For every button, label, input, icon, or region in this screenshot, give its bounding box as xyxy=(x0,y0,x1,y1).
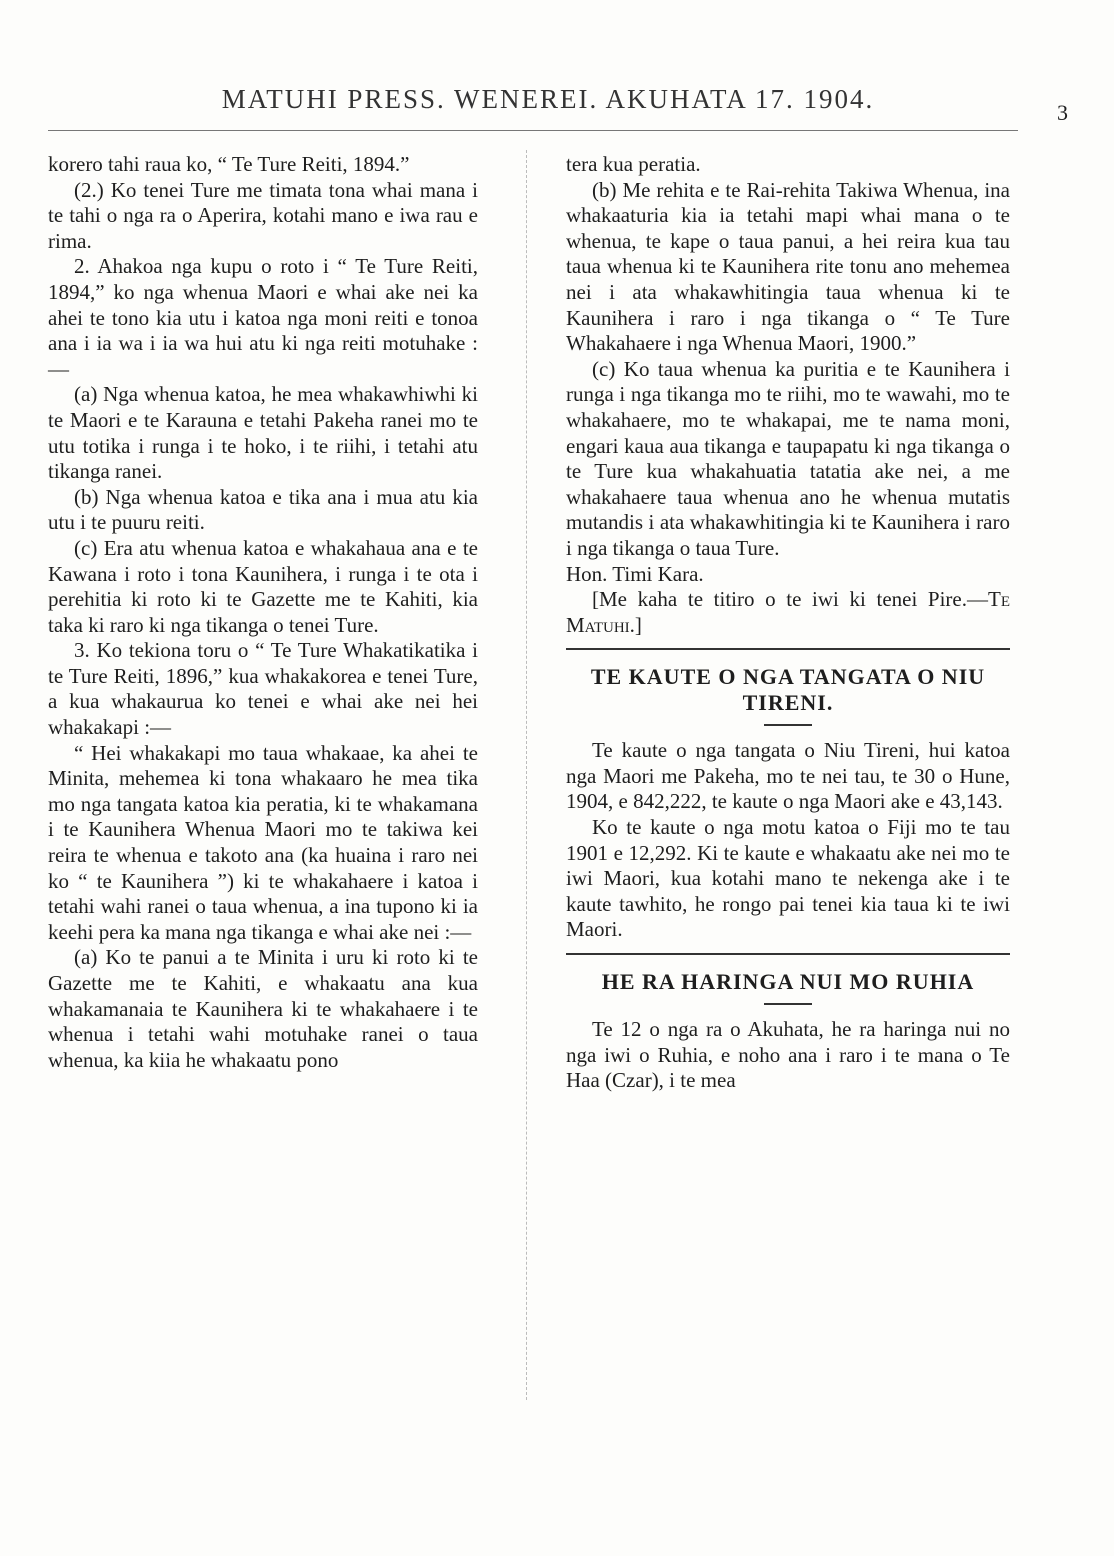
page-header xyxy=(48,78,1068,125)
header-rule xyxy=(48,130,1018,131)
paragraph: Ko te kaute o nga motu katoa o Fiji mo te tau 1901 e 12,292. Ki te kaute e whakaatu ake nei mo te iwi Maori, kua kotahi mano te nekenga ake i te kaute tawhito, he rongo pai tenei kia taua ki te iwi Maori. xyxy=(566,815,1010,942)
paragraph: (c) Ko taua whenua ka puritia e te Kaunihera i runga i nga tikanga mo te riihi, mo te wawahi, mo te whakahaere, mo te whakapai, me te nama moni, engari kaua aua tikanga e taupapatu ki nga tikanga o te Ture kua whakahuatia tatatia ake nei, a me whakahaere taua whenua ano he whenua mutatis mutandis i ata whakawhitingia ki te Kaunihera i raro i nga tikanga o taua Ture. xyxy=(566,356,1010,560)
editor-note-text: [Me kaha te titiro o te iwi ki tenei Pire.— xyxy=(592,587,988,612)
masthead-title: MATUHI PRESS. WENEREI. AKUHATA 17. 1904. xyxy=(221,84,875,114)
signature: Hon. Timi Kara. xyxy=(566,561,704,586)
right-column xyxy=(566,152,1010,1094)
paragraph: tera kua peratia. xyxy=(566,152,701,176)
section-rule xyxy=(566,648,1010,650)
paragraph: (b) Me rehita e te Rai-rehita Takiwa Whenua, ina whakaaturia kia ia tetahi mapi whai mana o te whenua, te kape o taua panui, a hei reira kua tau taua whenua ki te Kaunihera rite tonu ano mehemea nei i ata whakawhitingia taua whenua ki te Kaunihera i raro i nga tikanga o “ Te Ture Whakahaere i nga Whenua Maori, 1900.” xyxy=(566,177,1010,356)
editor-note-source: Te Matuhi. xyxy=(566,587,1010,637)
heading-rule xyxy=(764,724,812,726)
editor-note xyxy=(566,587,1010,638)
paragraph: 2. Ahakoa nga kupu o roto i “ Te Ture Reiti, 1894,” ko nga whenua Maori e whai ake nei ka ahei te tono kia utu i katoa nga moni reiti e tonoa ana i ia wa i ia wa hui atu ki nga reiti motuhake :— xyxy=(48,254,478,381)
paragraph: korero tahi raua ko, “ Te Ture Reiti, 1894.” xyxy=(48,152,410,176)
section-rule xyxy=(566,953,1010,955)
section-heading-russia: HE RA HARINGA NUI MO RUHIA xyxy=(601,969,975,995)
section-heading-census: TE KAUTE O NGA TANGATA O NIU TIRENI. xyxy=(590,664,986,716)
paragraph: (a) Ko te panui a te Minita i uru ki roto ki te Gazette me te Kahiti, e whakaatu ana kua whakamanaia te Kaunihera ki te whakahaere i te whenua i tetahi wahi motuhake ranei o taua whenua, ka kiia he whakaatu pono xyxy=(48,945,478,1072)
paragraph: Te kaute o nga tangata o Niu Tireni, hui katoa nga Maori me Pakeha, mo te nei tau, te 30 o Hune, 1904, e 842,222, te kaute o nga Maori ake e 43,143. xyxy=(566,738,1010,814)
paragraph: (b) Nga whenua katoa e tika ana i mua atu kia utu i te puuru reiti. xyxy=(48,484,478,535)
paragraph: 3. Ko tekiona toru o “ Te Ture Whakatikatika i te Ture Reiti, 1896,” kua whakakorea e tenei Ture, a kua whakaurua ko tenei e whai ake nei hei whakakapi :— xyxy=(48,638,478,740)
left-column xyxy=(48,152,478,1073)
page-number: 3 xyxy=(1057,100,1068,125)
paragraph: (c) Era atu whenua katoa e whakahaua ana e te Kawana i roto i tona Kaunihera, i runga i te ota i perehitia ki roto ki te Gazette me te Kahiti, kia taka ki raro ki nga tikanga o tenei Ture. xyxy=(48,535,478,637)
editor-note-end: ] xyxy=(634,612,642,637)
column-divider xyxy=(526,150,527,1400)
heading-rule xyxy=(764,1003,812,1005)
paragraph: (a) Nga whenua katoa, he mea whakawhiwhi ki te Maori e te Karauna e tetahi Pakeha ranei mo te utu totika i runga i te hoko, i te riihi, i tetahi atu tikanga ranei. xyxy=(48,382,478,484)
paragraph: Te 12 o nga ra o Akuhata, he ra haringa nui no nga iwi o Ruhia, e noho ana i raro i te mana o Te Haa (Czar), i te mea xyxy=(566,1017,1010,1093)
paragraph: “ Hei whakakapi mo taua whakaae, ka ahei te Minita, mehemea ki tona whakaaro he mea tika mo nga tangata katoa kia peratia, ki te whakamana i te Kaunihera Whenua Maori mo te takiwa kei reira te whenua e takoto ana (ka huaina i raro nei ko “ te Kaunihera ”) ki te whakahaere i katoa i tetahi wahi ranei o taua whenua, a ina tupono ki ia keehi pera ka mana nga tikanga e whai ake nei :— xyxy=(48,740,478,944)
paragraph: (2.) Ko tenei Ture me timata tona whai mana i te tahi o nga ra o Aperira, kotahi mano e iwa rau e rima. xyxy=(48,177,478,253)
